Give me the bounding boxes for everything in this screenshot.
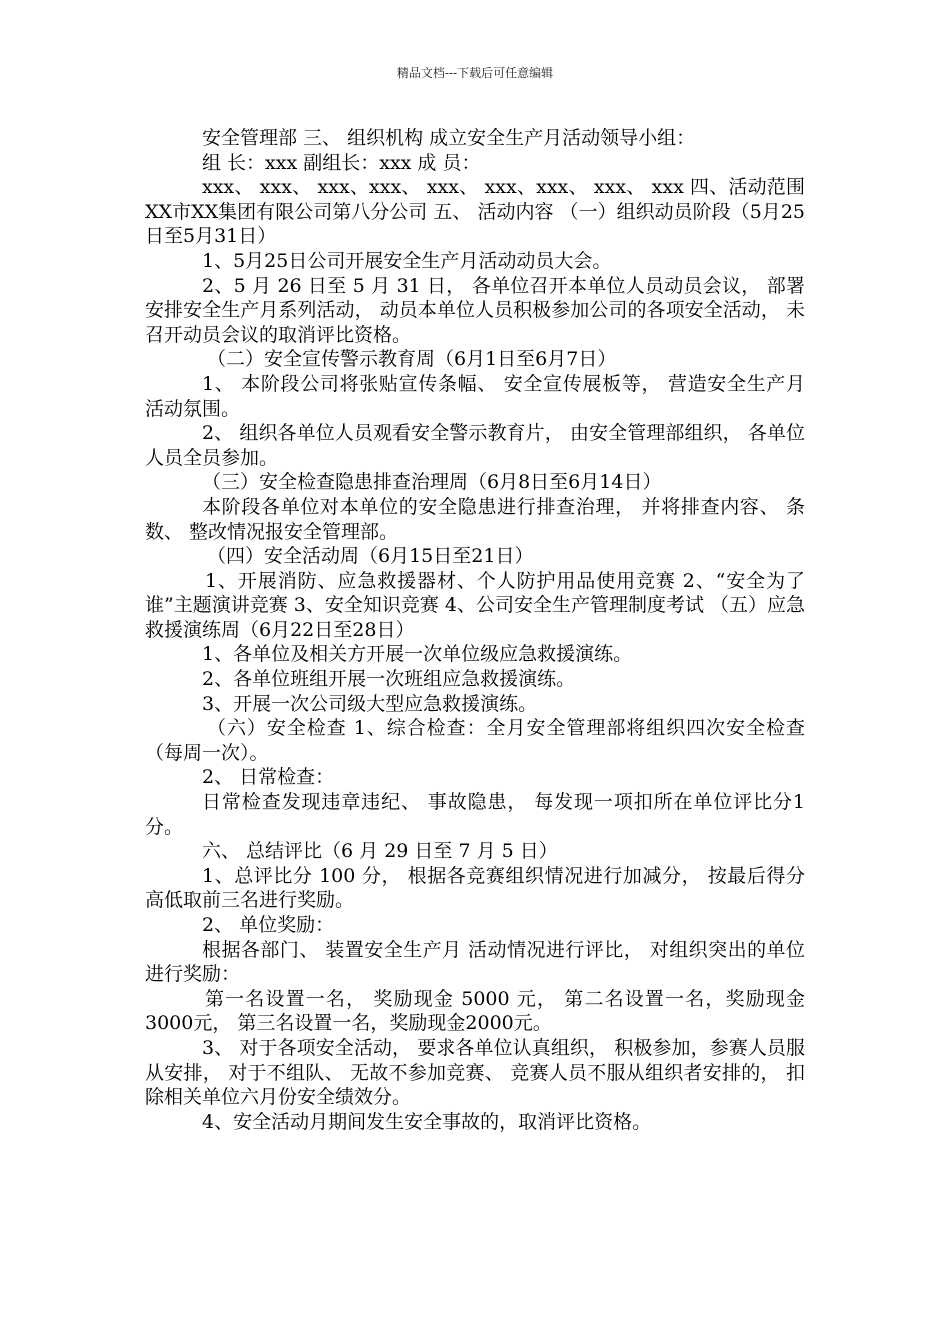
paragraph: 4、安全活动月期间发生安全事故的，取消评比资格。 [202, 1110, 652, 1133]
paragraph: 本阶段各单位对本单位的安全隐患进行排查治理， 并将排查内容、 条数、 整改情况报安全管理部。 [145, 495, 805, 543]
paragraph: 组 长：xxx 副组长：xxx 成 员： [202, 151, 481, 174]
paragraph: 1、各单位及相关方开展一次单位级应急救援演练。 [202, 643, 633, 666]
paragraph: （二）安全宣传警示教育周（6月1日至6月7日） [207, 348, 617, 371]
paragraph: 2、 单位奖励： [202, 914, 335, 936]
paragraph: （六）安全检查 1、综合检查：全月安全管理部将组织四次安全检查（每周一次）。 [145, 717, 805, 764]
paragraph: 1、5月25日公司开展安全生产月活动动员大会。 [202, 249, 612, 272]
paragraph: 第一名设置一名， 奖励现金 5000 元， 第二名设置一名，奖励现金3000元， 第三名设置一名，奖励现金2000元。 [145, 987, 805, 1035]
paragraph: 2、 组织各单位人员观看安全警示教育片， 由安全管理部组织， 各单位人员全员参加。 [145, 422, 805, 469]
page-header: 精品文档---下载后可任意编辑 [396, 66, 554, 80]
paragraph: 2、各单位班组开展一次班组应急救援演练。 [202, 668, 576, 691]
paragraph: （三）安全检查隐患排查治理周（6月8日至6月14日） [202, 471, 662, 494]
paragraph: （四）安全活动周（6月15日至21日） [207, 545, 534, 568]
paragraph: 1、 本阶段公司将张贴宣传条幅、 安全宣传展板等， 营造安全生产月 活动氛围。 [145, 372, 805, 420]
paragraph: 六、 总结评比（6 月 29 日至 7 月 5 日） [202, 840, 558, 863]
paragraph: 根据各部门、 装置安全生产月 活动情况进行评比， 对组织突出的单位进行奖励： [145, 938, 805, 986]
paragraph: 3、开展一次公司级大型应急救援演练。 [202, 692, 538, 715]
paragraph: 1、总评比分 100 分， 根据各竞赛组织情况进行加减分， 按最后得分高低取前三名进行奖励。 [145, 864, 805, 912]
paragraph: xxx、 xxx、 xxx、xxx、 xxx、 xxx、xxx、 xxx、 xxx 四、活动范围 XX市XX集团有限公司第八分公司 五、 活动内容 （一）组织动员阶段（5月25日至5月31日） [145, 176, 805, 248]
paragraph: 安全管理部 三、 组织机构 成立安全生产月活动领导小组： [202, 127, 696, 149]
paragraph: 日常检查发现违章违纪、 事故隐患， 每发现一项扣所在单位评比分1分。 [145, 791, 805, 838]
paragraph: 2、 日常检查： [202, 766, 335, 789]
paragraph: 2、5 月 26 日至 5 月 31 日， 各单位召开本单位人员动员会议， 部署安排安全生产月系列活动， 动员本单位人员积极参加公司的各项安全活动， 未召开动员会议的取消评比资格。 [145, 274, 805, 346]
paragraph: 3、 对于各项安全活动， 要求各单位认真组织， 积极参加，参赛人员服从安排， 对于不组队、 无故不参加竞赛、 竞赛人员不服从组织者安排的， 扣除相关单位六月份安全绩效分。 [145, 1036, 805, 1109]
paragraph: 1、开展消防、应急救援器材、个人防护用品使用竞赛 2、“安全为了谁”主题演讲竞赛 3、安全知识竞赛 4、公司安全生产管理制度考试 （五）应急救援演练周（6月22日至28日） [145, 569, 806, 641]
document-body [145, 126, 805, 1134]
